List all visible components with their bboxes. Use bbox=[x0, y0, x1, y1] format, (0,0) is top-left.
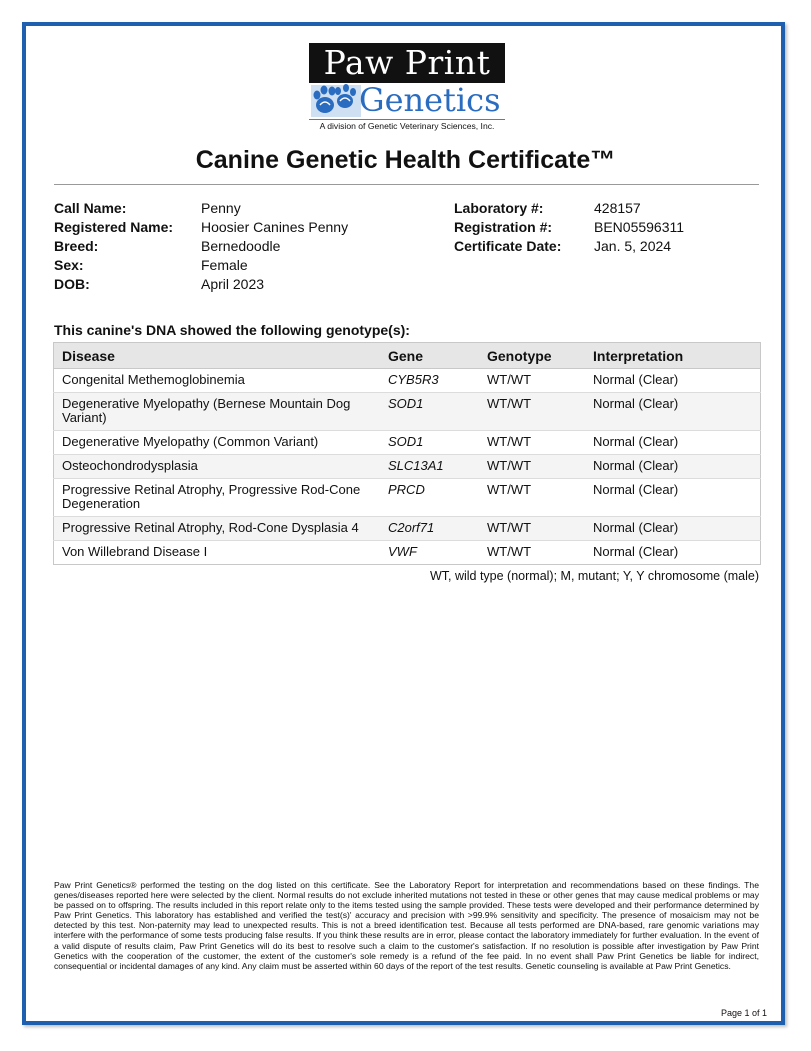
interpretation-cell: Normal (Clear) bbox=[585, 369, 761, 393]
genotype-table bbox=[53, 342, 761, 565]
title-divider bbox=[54, 184, 759, 185]
genotype-cell: WT/WT bbox=[479, 393, 585, 431]
genotype-cell: WT/WT bbox=[479, 455, 585, 479]
column-header-gene: Gene bbox=[380, 343, 479, 369]
column-header-disease: Disease bbox=[54, 343, 381, 369]
gene-cell: SLC13A1 bbox=[380, 455, 479, 479]
laboratory-number-label: Laboratory #: bbox=[454, 200, 544, 216]
genotype-cell: WT/WT bbox=[479, 369, 585, 393]
gene-cell: CYB5R3 bbox=[380, 369, 479, 393]
disease-cell: Congenital Methemoglobinemia bbox=[54, 369, 381, 393]
genotype-cell: WT/WT bbox=[479, 541, 585, 565]
gene-cell: C2orf71 bbox=[380, 517, 479, 541]
table-row bbox=[54, 455, 761, 479]
table-row bbox=[54, 479, 761, 517]
company-logo bbox=[309, 43, 505, 133]
registration-number-label: Registration #: bbox=[454, 219, 553, 235]
disease-cell: Osteochondrodysplasia bbox=[54, 455, 381, 479]
paw-print-icon bbox=[311, 83, 365, 119]
sex-label: Sex: bbox=[54, 257, 84, 273]
dog-info-left-labels bbox=[54, 199, 173, 294]
certificate-date-label: Certificate Date: bbox=[454, 238, 562, 254]
dog-info-right-labels bbox=[454, 199, 561, 256]
column-header-genotype: Genotype bbox=[479, 343, 585, 369]
breed-label: Breed: bbox=[54, 238, 99, 254]
interpretation-cell: Normal (Clear) bbox=[585, 455, 761, 479]
interpretation-cell: Normal (Clear) bbox=[585, 431, 761, 455]
sex-value: Female bbox=[201, 257, 248, 273]
disease-cell: Degenerative Myelopathy (Common Variant) bbox=[54, 431, 381, 455]
column-header-interpretation: Interpretation bbox=[585, 343, 761, 369]
certificate-date-value: Jan. 5, 2024 bbox=[594, 238, 672, 254]
laboratory-number-value: 428157 bbox=[594, 200, 641, 216]
logo-wordmark-top: Paw Print bbox=[309, 43, 505, 83]
registered-name-value: Hoosier Canines Penny bbox=[201, 219, 349, 235]
interpretation-cell: Normal (Clear) bbox=[585, 393, 761, 431]
registration-number-value: BEN05596311 bbox=[594, 219, 685, 235]
logo-subtitle: A division of Genetic Veterinary Sciences, Inc. bbox=[309, 119, 505, 131]
interpretation-cell: Normal (Clear) bbox=[585, 541, 761, 565]
dob-value: April 2023 bbox=[201, 276, 265, 292]
interpretation-cell: Normal (Clear) bbox=[585, 517, 761, 541]
call-name-value: Penny bbox=[201, 200, 241, 216]
table-header-row bbox=[54, 343, 761, 369]
gene-cell: SOD1 bbox=[380, 431, 479, 455]
gene-cell: PRCD bbox=[380, 479, 479, 517]
dog-info-right-values bbox=[594, 199, 684, 256]
table-row bbox=[54, 541, 761, 565]
call-name-label: Call Name: bbox=[54, 200, 127, 216]
genotype-cell: WT/WT bbox=[479, 517, 585, 541]
table-row bbox=[54, 369, 761, 393]
logo-wordmark-bottom: Genetics bbox=[359, 81, 501, 119]
dob-label: DOB: bbox=[54, 276, 90, 292]
table-row bbox=[54, 517, 761, 541]
legal-disclaimer: Paw Print Genetics® performed the testing on the dog listed on this certificate. See the Laboratory Report for interpretation and recommendations based on these findings. The genes/diseases reported here were selected by the client. Normal results do not exclude inherited mutations not tested in these or other genes that may cause medical problems or may be passed on to offspring. The results included in this report relate only to the items tested using the sample provided. These tests were developed and their performance determined by Paw Print Genetics. This laboratory has established and verified the test(s)' accuracy and precision with >99.9% sensitivity and specificity. The presence of mosaicism may not be detected by this test. Non-paternity may lead to unexpected results. This is not a breed identification test. Because all tests performed are DNA-based, rare genomic variations may interfere with the performance of some tests producing false results. If you think these results are in error, please contact the laboratory immediately for further evaluation. In the event of a valid dispute of results claim, Paw Print Genetics will do its best to resolve such a claim to the customer's satisfaction. If no resolution is possible after investigation by Paw Print Genetics with the cooperation of the customer, the extent of the customer's sole remedy is a refund of the fee paid. In no event shall Paw Print Genetics be liable for indirect, consequential or incidental damages of any kind. Any claim must be asserted within 60 days of the report of the test results. Genetic counseling is available at Paw Print Genetics. bbox=[54, 880, 759, 971]
table-row bbox=[54, 393, 761, 431]
gene-cell: VWF bbox=[380, 541, 479, 565]
genotype-table-heading: This canine's DNA showed the following genotype(s): bbox=[54, 322, 410, 338]
registered-name-label: Registered Name: bbox=[54, 219, 174, 235]
genotype-cell: WT/WT bbox=[479, 479, 585, 517]
disease-cell: Progressive Retinal Atrophy, Rod-Cone Dysplasia 4 bbox=[54, 517, 381, 541]
page-number: Page 1 of 1 bbox=[720, 1008, 767, 1018]
disease-cell: Degenerative Myelopathy (Bernese Mountain Dog Variant) bbox=[54, 393, 381, 431]
genotype-cell: WT/WT bbox=[479, 431, 585, 455]
breed-value: Bernedoodle bbox=[201, 238, 281, 254]
certificate-title: Canine Genetic Health Certificate™ bbox=[195, 146, 616, 174]
disease-cell: Progressive Retinal Atrophy, Progressive Rod-Cone Degeneration bbox=[54, 479, 381, 517]
disease-cell: Von Willebrand Disease I bbox=[54, 541, 381, 565]
genotype-legend: WT, wild type (normal); M, mutant; Y, Y chromosome (male) bbox=[429, 569, 759, 583]
interpretation-cell: Normal (Clear) bbox=[585, 479, 761, 517]
table-row bbox=[54, 431, 761, 455]
gene-cell: SOD1 bbox=[380, 393, 479, 431]
dog-info-left-values bbox=[201, 199, 348, 294]
